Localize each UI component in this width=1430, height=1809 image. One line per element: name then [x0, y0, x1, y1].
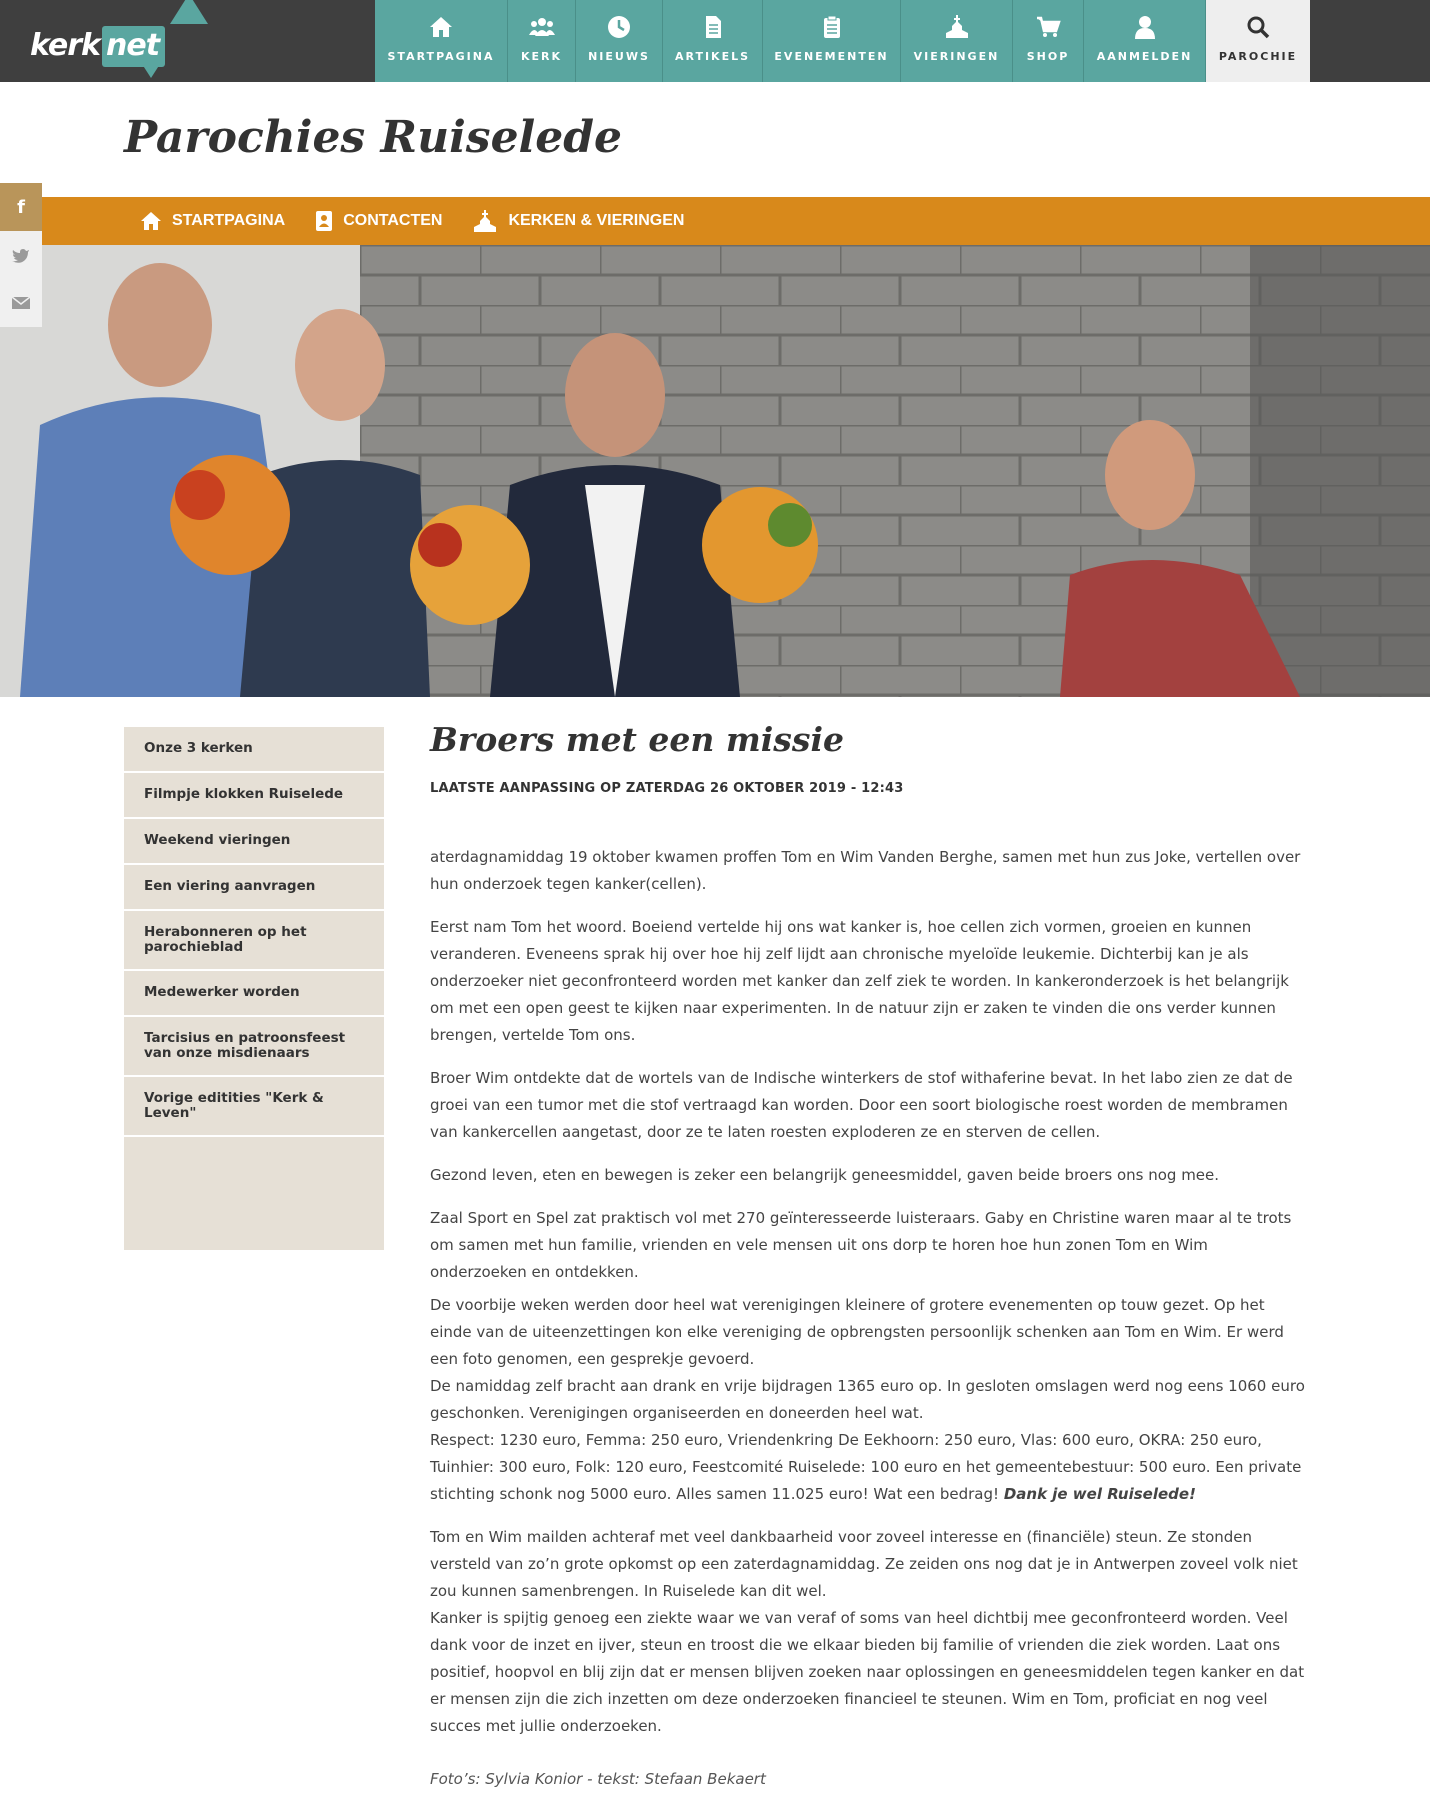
article-line: De voorbije weken werden door heel wat verenigingen kleinere of grotere evenementen op touw gezet. Op het einde van de uiteenzettingen kon elke vereniging de opbrengsten persoonlijk schenken aan Tom en Wim. Er werd een foto genomen, een gesprekje gevoerd. [430, 1296, 1284, 1368]
search-icon [1245, 14, 1271, 40]
nav-label: VIERINGEN [913, 50, 1000, 63]
hero-photo [0, 245, 1430, 697]
nav-label: SHOP [1026, 50, 1070, 63]
nav-shop[interactable] [1013, 0, 1084, 82]
social-share-bar [0, 183, 42, 327]
contact-book-icon [315, 210, 333, 232]
article [430, 720, 1307, 1809]
subnav-label: CONTACTEN [343, 212, 443, 229]
logo-notch [170, 0, 208, 24]
nav-startpagina[interactable] [375, 0, 508, 82]
twitter-share-button[interactable] [0, 231, 42, 279]
people-icon [529, 14, 555, 40]
user-icon [1132, 14, 1158, 40]
nav-artikels[interactable] [663, 0, 763, 82]
hero-photo-art [0, 245, 1430, 697]
nav-vieringen[interactable] [901, 0, 1013, 82]
home-icon [428, 14, 454, 40]
nav-label: NIEUWS [588, 50, 650, 63]
subnav-kerken-vieringen[interactable] [472, 210, 684, 232]
subnav-contacten[interactable] [315, 210, 442, 232]
subnav-label: KERKEN & VIERINGEN [508, 212, 685, 229]
article-line: Tom en Wim mailden achteraf met veel dankbaarheid voor zoveel interesse en (financiële) steun. Ze stonden versteld van zo’n grote opkomst op een zaterdagnamiddag. Ze zeiden ons nog dat je in Antwerpen zoveel volk niet zou kunnen samenbrengen. In Ruiselede kan dit wel. [430, 1528, 1298, 1600]
logo-part-kerk: kerk [30, 28, 100, 63]
nav-kerk[interactable] [508, 0, 576, 82]
nav-label: KERK [520, 50, 563, 63]
article-line: Respect: 1230 euro, Femma: 250 euro, Vriendenkring De Eekhoorn: 250 euro, Vlas: 600 euro, OKRA: 250 euro, Tuinhier: 300 euro, Folk: 120 euro, Feestcomité Ruiselede: 100 euro en het gemeentebestuur: 500 euro. Een private stichting schonk nog 5000 euro. Alles samen 11.025 euro! Wat een bedrag! [430, 1431, 1302, 1503]
nav-parochie[interactable] [1206, 0, 1310, 82]
article-paragraph: Broer Wim ontdekte dat de wortels van de Indische winterkers de stof withaferine bevat. In het labo zien ze dat de groei van een tumor met die stof vertraagd kan worden. Door een soort biologische roest worden de membramen van kankercellen aangetast, door ze te laten roesten exploderen ze en sterven de cellen. [430, 1069, 1293, 1141]
sidebar-item-filmpje-klokken[interactable]: Filmpje klokken Ruiselede [124, 773, 384, 819]
article-paragraph: Zaal Sport en Spel zat praktisch vol met 270 geïnteresseerde luisteraars. Gaby en Christine waren maar al te trots om samen met hun familie, vrienden en vele mensen uit ons dorp te horen hoe hun zonen Tom en Wim onderzoeken en ontdekken. [430, 1209, 1292, 1281]
facebook-share-button[interactable]: f [0, 183, 42, 231]
main-nav [375, 0, 1310, 82]
subnav-startpagina[interactable] [140, 211, 285, 231]
sidebar-item-medewerker-worden[interactable]: Medewerker worden [124, 971, 384, 1017]
sidebar-item-viering-aanvragen[interactable]: Een viering aanvragen [124, 865, 384, 911]
sidebar-item-herabonneren[interactable]: Herabonneren op het parochieblad [124, 911, 384, 971]
church-icon [944, 14, 970, 40]
nav-aanmelden[interactable] [1084, 0, 1206, 82]
article-paragraph-donations [430, 1292, 1307, 1508]
nav-nieuws[interactable] [576, 0, 663, 82]
article-paragraph: Eerst nam Tom het woord. Boeiend vertelde hij ons wat kanker is, hoe cellen zich vormen, groeien en kunnen veranderen. Eveneens sprak hij over hoe hij zelf lijdt aan chronische myeloïde leukemie. Dichterbij kan je als onderzoeker niet geconfronteerd worden met kanker dan zelf ziek te worden. In kankeronderzoek is het belangrijk om met een open geest te kijken naar experimenten. In de natuur zijn er zaken te vinden die ons verder kunnen brengen, vertelde Tom ons. [430, 918, 1289, 1044]
article-body [430, 844, 1307, 1793]
article-line: Kanker is spijtig genoeg een ziekte waar we van veraf of soms van heel dichtbij mee geconfronteerd worden. Veel dank voor de inzet en ijver, steun en troost die we elkaar bieden bij familie of vrienden die ziek worden. Laat ons positief, hoopvol en blij zijn dat er mensen blijven zoeken naar oplossingen en geneesmiddelen tegen kanker en dat er mensen zijn die zich inzetten om deze onderzoeken financieel te steunen. Wim en Tom, proficiat en nog veel succes met jullie onderzoeken. [430, 1609, 1305, 1735]
cart-icon [1035, 14, 1061, 40]
mail-icon [12, 297, 30, 309]
parish-subnav [0, 197, 1430, 245]
nav-label: STARTPAGINA [387, 50, 495, 63]
article-title: Broers met een missie [430, 720, 844, 759]
logo-tail [142, 64, 160, 78]
article-meta: LAATSTE AANPASSING OP ZATERDAG 26 OKTOBER 2019 - 12:43 [430, 781, 904, 796]
twitter-icon [12, 248, 30, 263]
sidebar-item-vorige-edities[interactable]: Vorige editities "Kerk & Leven" [124, 1077, 384, 1137]
article-paragraph-closing [430, 1524, 1307, 1740]
sidebar-item-tarcisius[interactable]: Tarcisius en patroonsfeest van onze misdienaars [124, 1017, 384, 1077]
church-icon [472, 210, 498, 232]
nav-label: PAROCHIE [1218, 50, 1298, 63]
document-icon [700, 14, 726, 40]
kerknet-logo[interactable] [30, 0, 190, 82]
article-credits: Foto’s: Sylvia Konior - tekst: Stefaan Bekaert [430, 1770, 766, 1788]
mail-share-button[interactable] [0, 279, 42, 327]
thanks-text: Dank je wel Ruiselede! [1003, 1485, 1196, 1503]
nav-label: EVENEMENTEN [774, 50, 889, 63]
site-title[interactable]: Parochies Ruiselede [124, 112, 623, 163]
subnav-label: STARTPAGINA [172, 212, 286, 229]
article-line: De namiddag zelf bracht aan drank en vrije bijdragen 1365 euro op. In gesloten omslagen werd nog eens 1060 euro geschonken. Verenigingen organiseerden en doneerden heel wat. [430, 1377, 1305, 1422]
nav-label: AANMELDEN [1096, 50, 1193, 63]
sidebar-menu [124, 727, 384, 1250]
article-paragraph: aterdagnamiddag 19 oktober kwamen proffen Tom en Wim Vanden Berghe, samen met hun zus Joke, vertellen over hun onderzoek tegen kanker(cellen). [430, 848, 1301, 893]
sidebar-item-weekend-vieringen[interactable]: Weekend vieringen [124, 819, 384, 865]
article-paragraph: Gezond leven, eten en bewegen is zeker een belangrijk geneesmiddel, gaven beide broers ons nog mee. [430, 1166, 1220, 1184]
nav-evenementen[interactable] [763, 0, 901, 82]
logo-part-net: net [102, 26, 165, 67]
clock-icon [606, 14, 632, 40]
sidebar-item-onze-3-kerken[interactable]: Onze 3 kerken [124, 727, 384, 773]
home-icon [140, 211, 162, 231]
top-bar [0, 0, 1430, 82]
logo-text [30, 28, 165, 63]
nav-label: ARTIKELS [674, 50, 751, 63]
clipboard-icon [819, 14, 845, 40]
